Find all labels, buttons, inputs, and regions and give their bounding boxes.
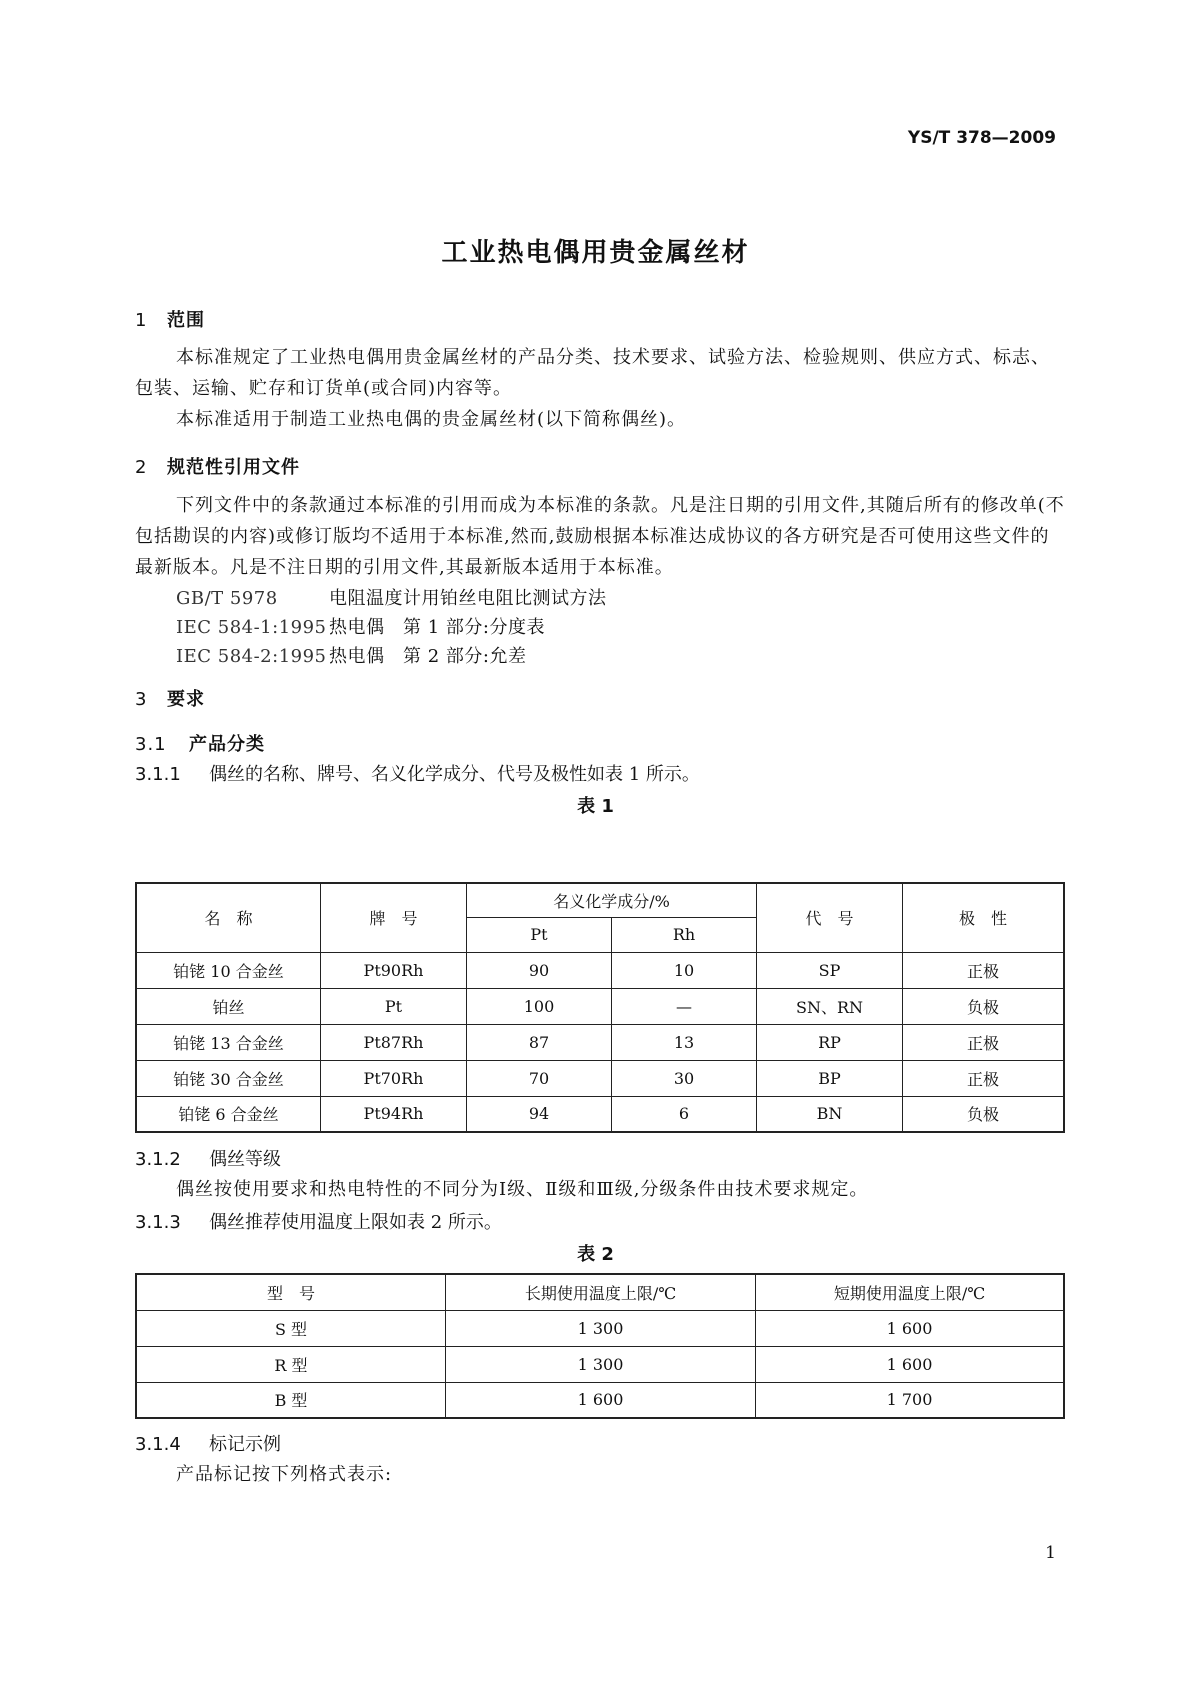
table-cell: 铂丝 [136, 988, 321, 1024]
clause-number: 3.1.3 [135, 1212, 181, 1233]
table-2-header-long-term: 长期使用温度上限/℃ [446, 1274, 756, 1310]
table-1 [135, 882, 1065, 1133]
clause-3-1-2 [135, 1145, 281, 1171]
table-1-header-rh: Rh [612, 917, 757, 952]
normative-reference [176, 642, 526, 668]
table-row [136, 1024, 1064, 1060]
table-cell: 1 600 [446, 1382, 756, 1418]
table-cell: Pt [321, 988, 467, 1024]
clause-title: 标记示例 [209, 1434, 281, 1455]
clause-title: 偶丝等级 [209, 1149, 281, 1170]
table-cell: Pt94Rh [321, 1096, 467, 1132]
reference-code: IEC 584-2:1995 [176, 646, 327, 667]
section-number: 2 [135, 457, 148, 478]
table-cell: 正极 [903, 1060, 1065, 1096]
table-cell: 负极 [903, 1096, 1065, 1132]
table-1-header-composition: 名义化学成分/% [467, 883, 757, 917]
table-cell: 1 300 [446, 1310, 756, 1346]
table-cell: 94 [467, 1096, 612, 1132]
table-cell: Pt90Rh [321, 952, 467, 988]
table-row [136, 952, 1064, 988]
table-cell: 100 [467, 988, 612, 1024]
section-title: 要求 [167, 689, 205, 710]
document-title: 工业热电偶用贵金属丝材 [441, 238, 750, 268]
section-title: 规范性引用文件 [167, 457, 300, 478]
table-cell: B 型 [136, 1382, 446, 1418]
table-cell: BP [757, 1060, 903, 1096]
table-row [136, 988, 1064, 1024]
clause-number: 3.1.4 [135, 1434, 181, 1455]
table-cell: 1 300 [446, 1346, 756, 1382]
clause-text: 偶丝推荐使用温度上限如表 2 所示。 [209, 1212, 502, 1233]
section-number: 3.1 [135, 734, 167, 755]
reference-code: GB/T 5978 [176, 588, 278, 609]
table-cell: 1 700 [756, 1382, 1065, 1418]
clause-number: 3.1.1 [135, 764, 181, 785]
table-row [136, 1346, 1064, 1382]
table-cell: 正极 [903, 952, 1065, 988]
section-3-1-heading [135, 730, 265, 756]
table-1-header-polarity: 极 性 [903, 883, 1065, 952]
table-1-header-code: 代 号 [757, 883, 903, 952]
table-cell: R 型 [136, 1346, 446, 1382]
table-cell: 10 [612, 952, 757, 988]
section-1-paragraph-1: 本标准规定了工业热电偶用贵金属丝材的产品分类、技术要求、试验方法、检验规则、供应方式、标志、包装、运输、贮存和订货单(或合同)内容等。 [135, 347, 1050, 399]
section-1-heading [135, 306, 205, 332]
section-2-heading [135, 453, 300, 479]
table-row [136, 1382, 1064, 1418]
table-cell: RP [757, 1024, 903, 1060]
table-cell: 1 600 [756, 1310, 1065, 1346]
table-cell: 87 [467, 1024, 612, 1060]
normative-reference [176, 613, 545, 639]
table-1-header-grade: 牌 号 [321, 883, 467, 952]
clause-number: 3.1.2 [135, 1149, 181, 1170]
table-cell: SP [757, 952, 903, 988]
table-row [136, 1060, 1064, 1096]
reference-title: 热电偶 第 1 部分:分度表 [329, 617, 545, 638]
page-number: 1 [1045, 1543, 1056, 1563]
table-cell: 铂铑 10 合金丝 [136, 952, 321, 988]
table-cell: 铂铑 13 合金丝 [136, 1024, 321, 1060]
table-cell: 1 600 [756, 1346, 1065, 1382]
clause-3-1-2-text: 偶丝按使用要求和热电特性的不同分为Ⅰ级、Ⅱ级和Ⅲ级,分级条件由技术要求规定。 [176, 1179, 869, 1200]
table-cell: 30 [612, 1060, 757, 1096]
section-2-paragraph-1: 下列文件中的条款通过本标准的引用而成为本标准的条款。凡是注日期的引用文件,其随后所有的修改单(不包括勘误的内容)或修订版均不适用于本标准,然而,鼓励根据本标准达成协议的各方研究是否可使用这些文件的最新版本。凡是不注日期的引用文件,其最新版本适用于本标准。 [135, 495, 1065, 578]
section-1-paragraph-2: 本标准适用于制造工业热电偶的贵金属丝材(以下简称偶丝)。 [176, 409, 687, 430]
table-cell: Pt87Rh [321, 1024, 467, 1060]
table-cell: 负极 [903, 988, 1065, 1024]
table-2-header-short-term: 短期使用温度上限/℃ [756, 1274, 1065, 1310]
table-cell: 90 [467, 952, 612, 988]
table-2-caption: 表 2 [577, 1244, 614, 1265]
table-cell: 铂铑 30 合金丝 [136, 1060, 321, 1096]
table-2 [135, 1273, 1065, 1419]
table-cell: 正极 [903, 1024, 1065, 1060]
clause-3-1-1 [135, 760, 700, 786]
table-cell: Pt70Rh [321, 1060, 467, 1096]
section-title: 产品分类 [189, 734, 265, 755]
table-row [136, 1310, 1064, 1346]
section-number: 1 [135, 310, 148, 331]
table-cell: — [612, 988, 757, 1024]
table-cell: 铂铑 6 合金丝 [136, 1096, 321, 1132]
reference-code: IEC 584-1:1995 [176, 617, 327, 638]
clause-3-1-4 [135, 1430, 281, 1456]
table-1-caption: 表 1 [577, 796, 614, 817]
table-cell: 6 [612, 1096, 757, 1132]
reference-title: 电阻温度计用铂丝电阻比测试方法 [329, 588, 607, 609]
section-number: 3 [135, 689, 148, 710]
table-cell: 13 [612, 1024, 757, 1060]
table-cell: SN、RN [757, 988, 903, 1024]
table-2-header-type: 型 号 [136, 1274, 446, 1310]
table-cell: 70 [467, 1060, 612, 1096]
reference-title: 热电偶 第 2 部分:允差 [329, 646, 527, 667]
clause-3-1-4-text: 产品标记按下列格式表示: [176, 1464, 393, 1485]
section-title: 范围 [167, 310, 205, 331]
standard-number: YS/T 378—2009 [907, 128, 1056, 148]
normative-reference [176, 584, 607, 610]
table-cell: BN [757, 1096, 903, 1132]
table-1-header-name: 名 称 [136, 883, 321, 952]
clause-text: 偶丝的名称、牌号、名义化学成分、代号及极性如表 1 所示。 [209, 764, 700, 785]
table-1-header-pt: Pt [467, 917, 612, 952]
table-cell: S 型 [136, 1310, 446, 1346]
section-3-heading [135, 685, 205, 711]
table-row [136, 1096, 1064, 1132]
clause-3-1-3 [135, 1208, 502, 1234]
